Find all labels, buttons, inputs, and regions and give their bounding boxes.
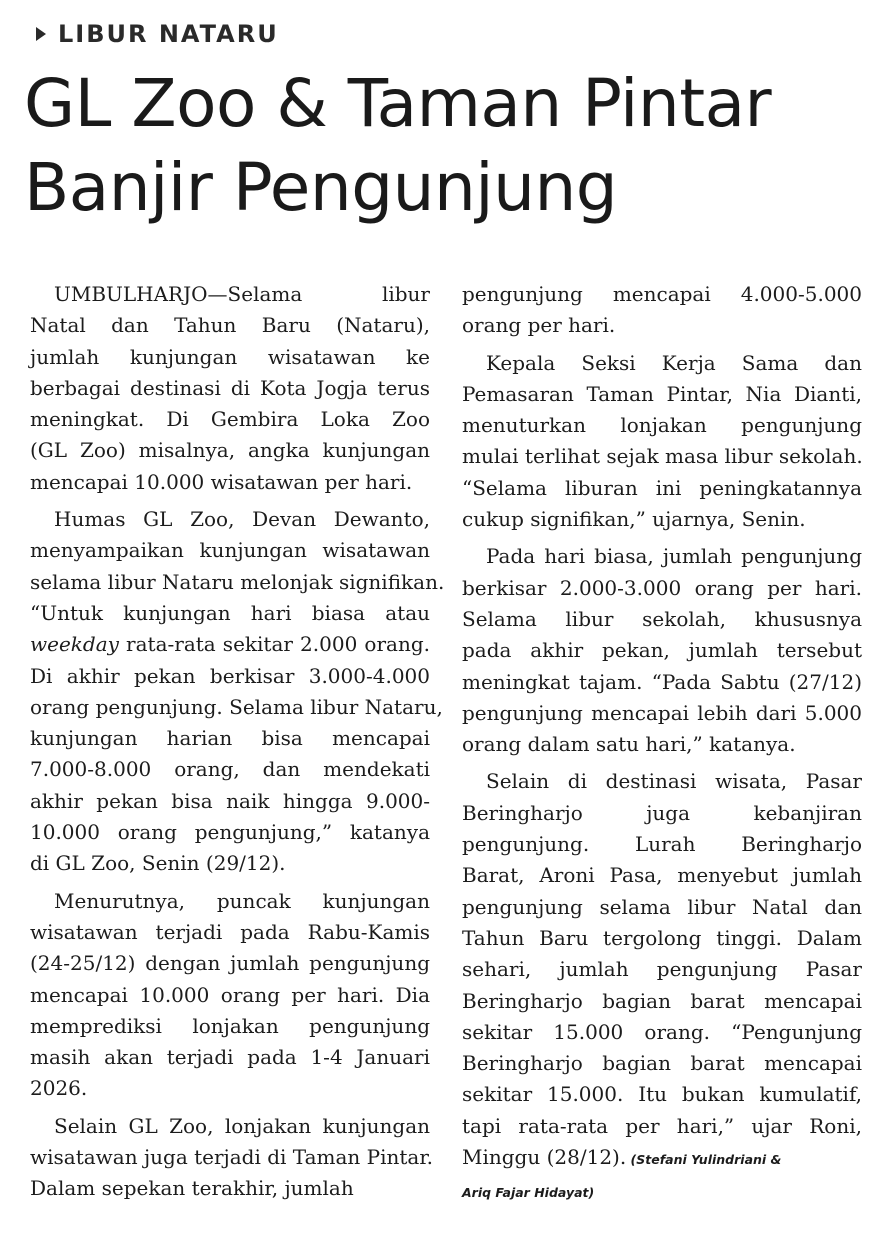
headline-line-1: GL Zoo & Taman Pintar <box>24 65 772 142</box>
article-line: Selain GL Zoo, lonjakan kunjungan <box>54 1113 430 1138</box>
article-paragraph <box>30 279 430 498</box>
article-line: Barat, Aroni Pasa, menyebut jumlah <box>462 863 862 888</box>
article-line: Humas GL Zoo, Devan Dewanto, <box>54 507 430 532</box>
article-line: kunjungan harian bisa mencapai <box>30 726 430 751</box>
article-line: Pemasaran Taman Pintar, Nia Dianti, <box>462 381 862 406</box>
headline-line-2: Banjir Pengunjung <box>24 149 618 226</box>
article-line: pengunjung mencapai lebih dari 5.000 <box>462 700 862 725</box>
article-line: Kepala Seksi Kerja Sama dan <box>486 350 862 375</box>
article-line: Selain di destinasi wisata, Pasar <box>486 769 862 794</box>
article-line: orang per hari. <box>462 313 616 338</box>
article-line: orang pengunjung. Selama libur Nataru, <box>30 694 443 719</box>
article-line: di GL Zoo, Senin (29/12). <box>30 851 286 876</box>
article-line: meningkat tajam. “Pada Sabtu (27/12) <box>462 669 862 694</box>
headline <box>24 62 864 230</box>
article-line: Minggu (28/12). (Stefani Yulindriani & <box>462 1145 782 1170</box>
article-line: berkisar 2.000-3.000 orang per hari. <box>462 575 862 600</box>
article-line: akhir pekan bisa naik hingga 9.000- <box>30 788 430 813</box>
article-line: UMBULHARJO—Selama libur <box>54 282 430 306</box>
rubric-label: LIBUR NATARU <box>58 20 279 48</box>
article-line: mencapai 10.000 orang per hari. Dia <box>30 982 430 1007</box>
article-paragraph <box>30 504 445 880</box>
article-line: meningkat. Di Gembira Loka Zoo <box>30 407 430 432</box>
article-paragraph <box>462 766 862 1208</box>
byline-part-2: Ariq Fajar Hidayat) <box>462 1185 595 1201</box>
article-paragraph <box>30 886 430 1105</box>
article-line: Selama libur sekolah, khususnya <box>462 606 862 631</box>
article-line: pengunjung. Lurah Beringharjo <box>462 832 862 857</box>
article-line: Beringharjo juga kebanjiran <box>462 800 862 825</box>
article-line: tapi rata-rata per hari,” ujar Roni, <box>462 1113 862 1138</box>
article-line: “Selama liburan ini peningkatannya <box>462 475 862 500</box>
article-line: sehari, jumlah pengunjung Pasar <box>462 957 862 982</box>
article-line: Menurutnya, puncak kunjungan <box>54 888 430 913</box>
section-rubric <box>36 18 279 50</box>
article-line: 2026. <box>30 1076 88 1101</box>
article-line: menuturkan lonjakan pengunjung <box>462 413 862 438</box>
article-paragraph <box>30 1111 434 1205</box>
article-line: Dalam sepekan terakhir, jumlah <box>30 1176 354 1201</box>
article-line: sekitar 15.000 orang. “Pengunjung <box>462 1019 862 1044</box>
article-line: pengunjung mencapai 4.000-5.000 <box>462 282 862 306</box>
article-line: cukup signifikan,” ujarnya, Senin. <box>462 507 806 532</box>
article-line: menyampaikan kunjungan wisatawan <box>30 538 430 563</box>
article-line: mulai terlihat sejak masa libur sekolah. <box>462 444 863 469</box>
article-line: Tahun Baru tergolong tinggi. Dalam <box>462 925 862 950</box>
article-line: berbagai destinasi di Kota Jogja terus <box>30 375 430 400</box>
article-column-right <box>462 279 862 1209</box>
article-line: Beringharjo bagian barat mencapai <box>462 1051 862 1076</box>
article-paragraph <box>462 279 862 342</box>
article-line: masih akan terjadi pada 1-4 Januari <box>30 1045 430 1070</box>
article-line: jumlah kunjungan wisatawan ke <box>30 344 430 369</box>
article-line: wisatawan terjadi pada Rabu-Kamis <box>30 919 430 944</box>
article-line: sekitar 15.000. Itu bukan kumulatif, <box>462 1082 862 1107</box>
article-line: 10.000 orang pengunjung,” katanya <box>30 820 430 845</box>
article-line: selama libur Nataru melonjak signifikan. <box>30 569 445 594</box>
article-line: Pada hari biasa, jumlah pengunjung <box>486 544 862 569</box>
article-line: Beringharjo bagian barat mencapai <box>462 988 862 1013</box>
article-line: pengunjung selama libur Natal dan <box>462 894 862 919</box>
article-line: mencapai 10.000 wisatawan per hari. <box>30 469 413 494</box>
article-line: Natal dan Tahun Baru (Nataru), <box>30 313 430 338</box>
byline-line <box>462 1175 862 1208</box>
article-line: 7.000-8.000 orang, dan mendekati <box>30 757 430 782</box>
article-column-left <box>30 279 445 1205</box>
article-line: pada akhir pekan, jumlah tersebut <box>462 638 862 663</box>
article-line: orang dalam satu hari,” katanya. <box>462 732 796 757</box>
article-line: weekday rata-rata sekitar 2.000 orang. <box>30 632 430 657</box>
article-line: (GL Zoo) misalnya, angka kunjungan <box>30 438 430 463</box>
article-line: (24-25/12) dengan jumlah pengunjung <box>30 951 430 976</box>
triangle-bullet-icon <box>36 27 46 41</box>
article-line: memprediksi lonjakan pengunjung <box>30 1013 430 1038</box>
article-paragraph <box>462 348 862 536</box>
article-line: Di akhir pekan berkisar 3.000-4.000 <box>30 663 430 688</box>
article-paragraph <box>462 541 862 760</box>
byline-part-1: (Stefani Yulindriani & <box>626 1152 782 1168</box>
article-line: wisatawan juga terjadi di Taman Pintar. <box>30 1145 434 1170</box>
article-line: “Untuk kunjungan hari biasa atau <box>30 600 430 625</box>
